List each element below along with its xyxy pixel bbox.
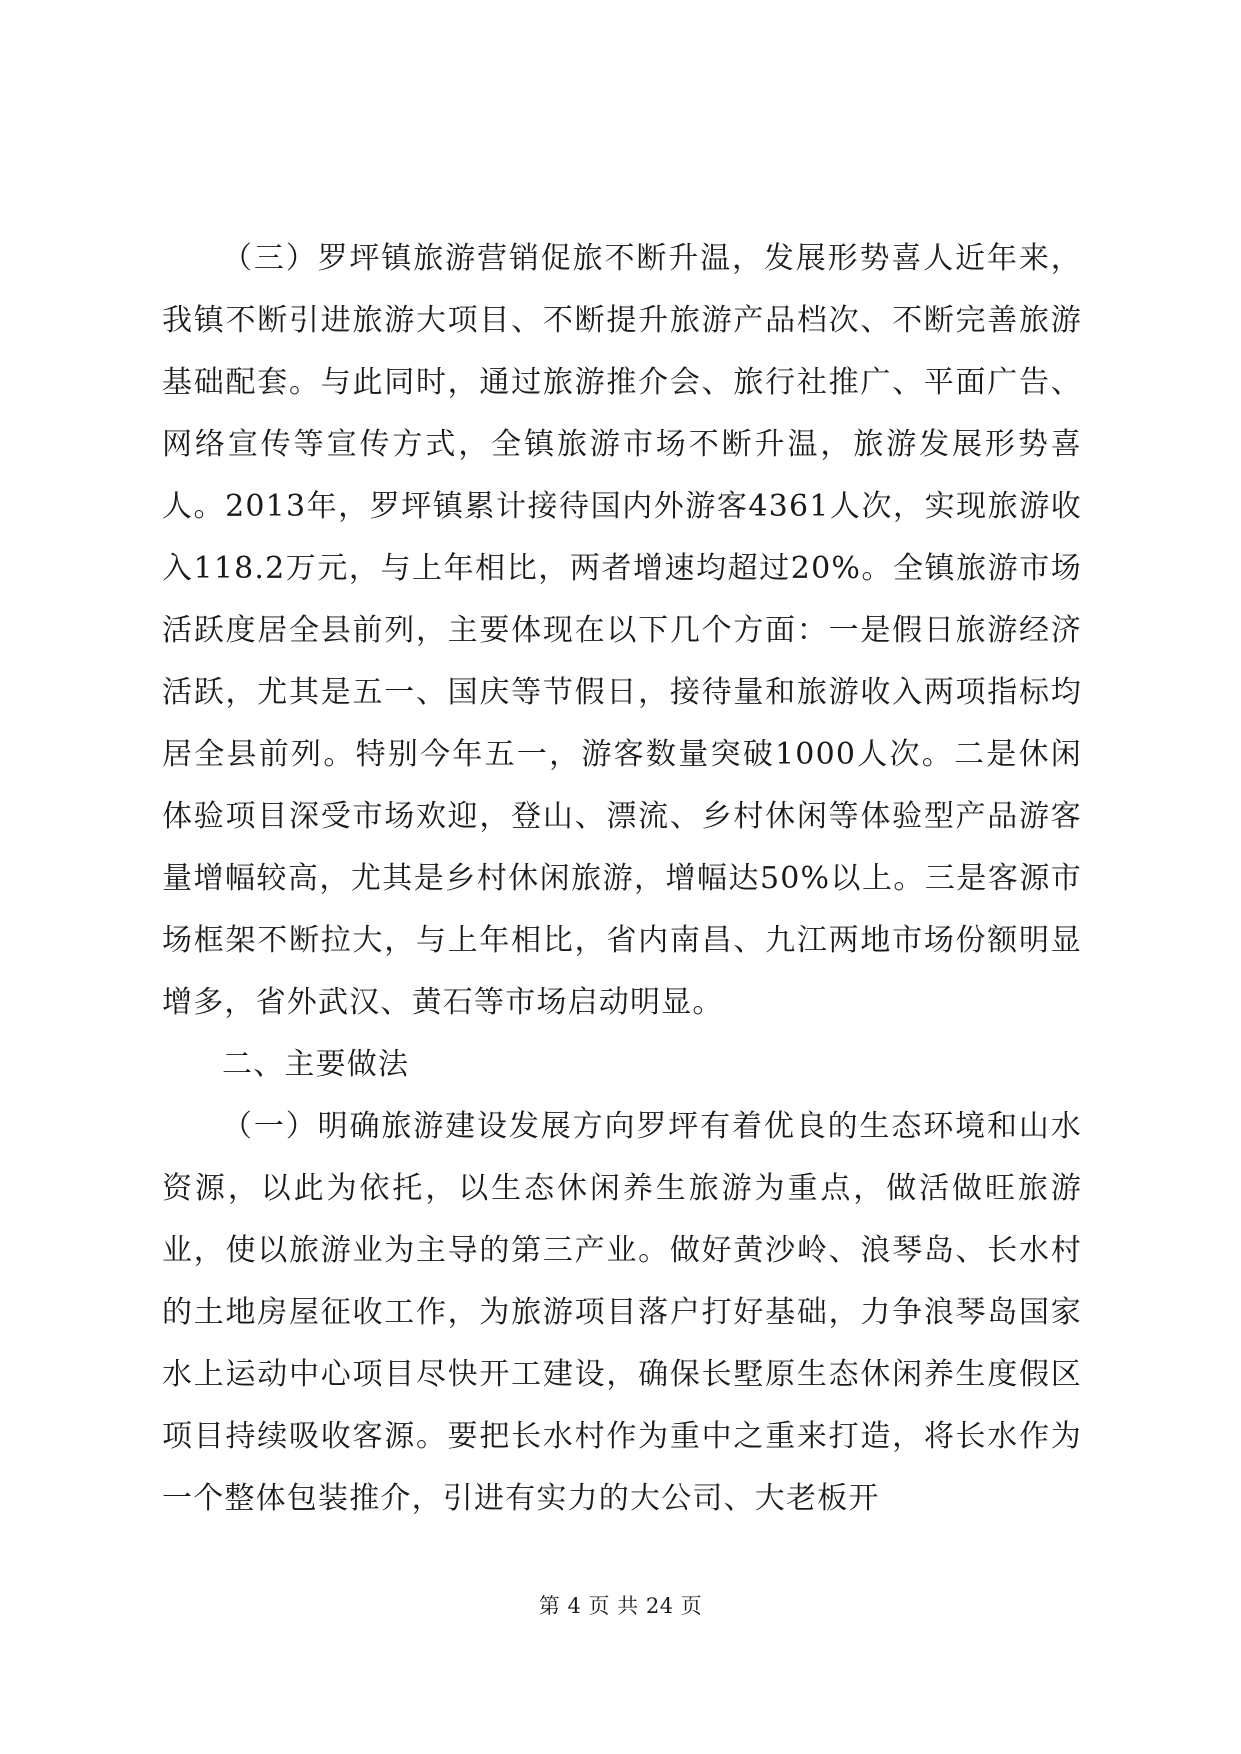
paragraph-tourism-marketing: （三）罗坪镇旅游营销促旅不断升温，发展形势喜人近年来，我镇不断引进旅游大项目、不断提升旅游产品档次、不断完善旅游基础配套。与此同时，通过旅游推介会、旅行社推广、平面广告、网络宣传等宣传方式，全镇旅游市场不断升温，旅游发展形势喜人。2013年，罗坪镇累计接待国内外游客4361人次，实现旅游收入118.2万元，与上年相比，两者增速均超过20%。全镇旅游市场活跃度居全县前列，主要体现在以下几个方面：一是假日旅游经济活跃，尤其是五一、国庆等节假日，接待量和旅游收入两项指标均居全县前列。特别今年五一，游客数量突破1000人次。二是休闲体验项目深受市场欢迎，登山、漂流、乡村休闲等体验型产品游客量增幅较高，尤其是乡村休闲旅游，增幅达50%以上。三是客源市场框架不断拉大，与上年相比，省内南昌、九江两地市场份额明显增多，省外武汉、黄石等市场启动明显。 bbox=[162, 241, 1082, 1020]
page-footer: 第 4 页 共 24 页 bbox=[538, 1594, 703, 1618]
document-body bbox=[162, 228, 1082, 1530]
paragraph-development-direction: （一）明确旅游建设发展方向罗坪有着优良的生态环境和山水资源，以此为依托，以生态休闲养生旅游为重点，做活做旺旅游业，使以旅游业为主导的第三产业。做好黄沙岭、浪琴岛、长水村的土地房屋征收工作，为旅游项目落户打好基础，力争浪琴岛国家水上运动中心项目尽快开工建设，确保长墅原生态休闲养生度假区项目持续吸收客源。要把长水村作为重中之重来打造，将长水作为一个整体包装推介，引进有实力的大公司、大老板开 bbox=[162, 1109, 1082, 1516]
section-heading-main-practices: 二、主要做法 bbox=[222, 1047, 410, 1082]
